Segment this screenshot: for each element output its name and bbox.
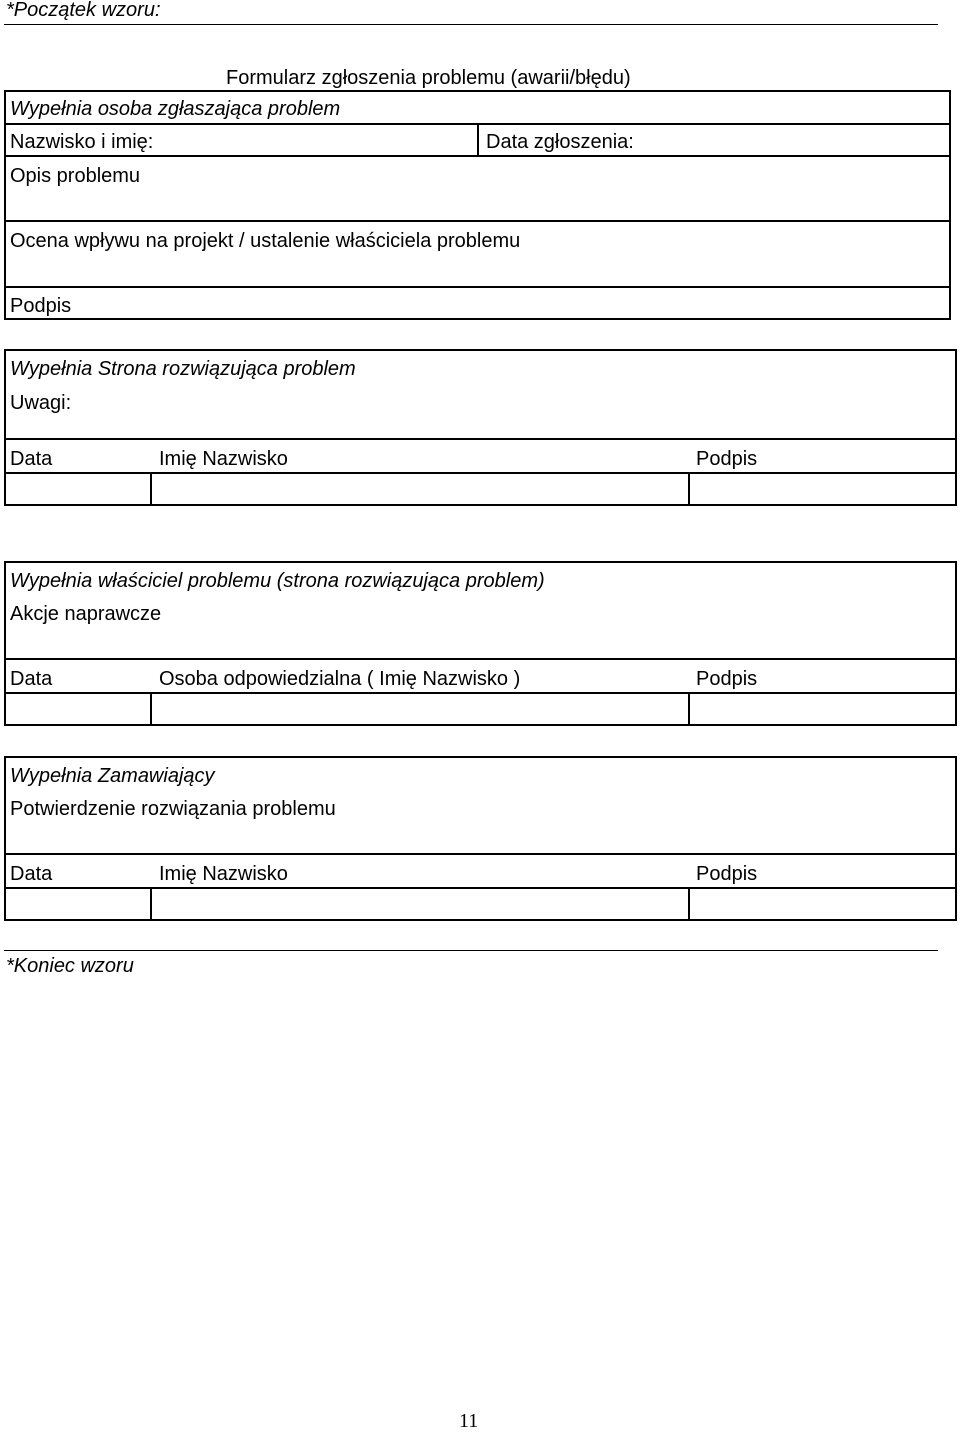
client-heading: Wypełnia Zamawiający <box>10 765 215 787</box>
solver-date-field[interactable] <box>7 475 148 503</box>
owner-col-responsible: Osoba odpowiedzialna ( Imię Nazwisko ) <box>159 668 521 690</box>
owner-date-field[interactable] <box>7 695 148 723</box>
corrective-actions-field[interactable] <box>10 628 945 656</box>
client-col-date: Data <box>10 863 53 885</box>
solver-name-field[interactable] <box>153 475 686 503</box>
corrective-actions-label: Akcje naprawcze <box>10 603 162 625</box>
notes-label: Uwagi: <box>10 392 72 414</box>
solver-col-date: Data <box>10 448 53 470</box>
impact-assessment-field[interactable] <box>10 256 940 284</box>
owner-responsible-field[interactable] <box>153 695 686 723</box>
solver-col-signature: Podpis <box>696 448 758 470</box>
problem-description-field[interactable] <box>200 158 940 216</box>
reporter-signature-field[interactable] <box>100 290 940 316</box>
owner-col-date: Data <box>10 668 53 690</box>
name-field-label: Nazwisko i imię: <box>10 131 154 153</box>
client-name-field[interactable] <box>153 890 686 918</box>
page-number: 11 <box>459 1410 479 1432</box>
solver-col-name: Imię Nazwisko <box>159 448 288 470</box>
reporter-heading: Wypełnia osoba zgłaszająca problem <box>10 98 341 120</box>
report-date-field[interactable] <box>670 125 940 155</box>
solver-heading: Wypełnia Strona rozwiązująca problem <box>10 358 356 380</box>
resolution-confirmation-label: Potwierdzenie rozwiązania problemu <box>10 798 336 820</box>
owner-col-signature: Podpis <box>696 668 758 690</box>
owner-signature-field[interactable] <box>691 695 953 723</box>
client-col-name: Imię Nazwisko <box>159 863 288 885</box>
solver-signature-field[interactable] <box>691 475 953 503</box>
client-signature-field[interactable] <box>691 890 953 918</box>
name-field[interactable] <box>200 125 470 155</box>
reporter-signature-label: Podpis <box>10 295 72 317</box>
resolution-confirmation-field[interactable] <box>10 823 945 851</box>
end-of-template-note: *Koniec wzoru <box>6 955 134 977</box>
footer-rule <box>4 950 938 951</box>
client-col-signature: Podpis <box>696 863 758 885</box>
start-of-template-note: *Początek wzoru: <box>6 0 161 21</box>
problem-description-label: Opis problemu <box>10 165 141 187</box>
form-title: Formularz zgłoszenia problemu (awarii/błędu) <box>226 67 631 89</box>
header-rule <box>4 24 938 25</box>
client-date-field[interactable] <box>7 890 148 918</box>
impact-assessment-label: Ocena wpływu na projekt / ustalenie właściciela problemu <box>10 230 521 252</box>
report-date-label: Data zgłoszenia: <box>486 131 634 153</box>
notes-field[interactable] <box>100 386 945 434</box>
owner-heading: Wypełnia właściciel problemu (strona rozwiązująca problem) <box>10 570 545 592</box>
